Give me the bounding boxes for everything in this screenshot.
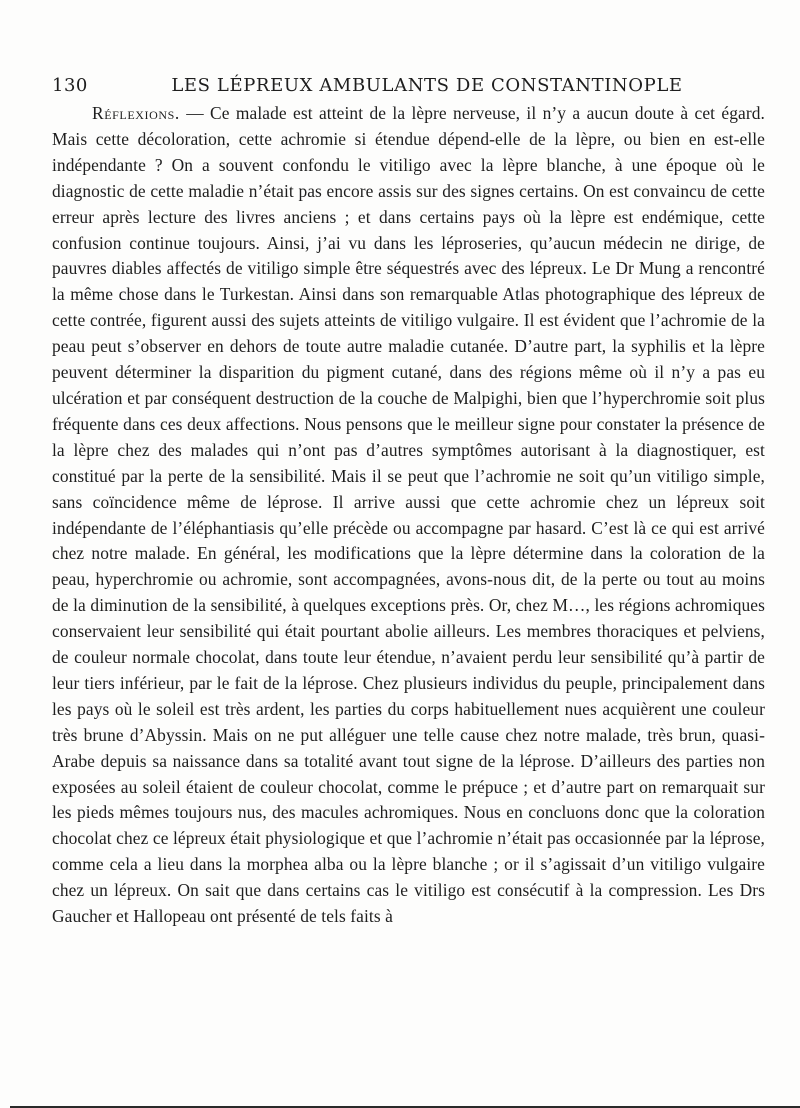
running-title: LES LÉPREUX AMBULANTS DE CONSTANTINOPLE [171,75,683,96]
running-head [52,75,762,99]
paragraph-text: — Ce malade est atteint de la lèpre nerveuse, il n’y a aucun doute à cet égard. Mais cette décoloration, cette achromie si étendue dépend-elle de la lèpre, ou bien en est-elle indépendante ? On a souvent confondu le vitiligo avec la lèpre blanche, à une époque où le diagnostic de cette maladie n’était pas encore assis sur des signes certains. On est convaincu de cette erreur après lecture des livres anciens ; et dans certains pays où la lèpre est endémique, cette confusion continue toujours. Ainsi, j’ai vu dans les léproseries, qu’aucun médecin ne dirige, de pauvres diables affectés de vitiligo simple être séquestrés avec des lépreux. Le Dr Mung a rencontré la même chose dans le Turkestan. Ainsi dans son remarquable Atlas photographique des lépreux de cette contrée, figurent aussi des sujets atteints de vitiligo vulgaire. Il est évident que l’achromie de la peau peut s’observer en dehors de toute autre maladie cutanée. D’autre part, la syphilis et la lèpre peuvent déterminer la disparition du pigment cutané, dans des régions même où il n’y a pas eu ulcération et par conséquent destruction de la couche de Malpighi, bien que l’hyperchromie soit plus fréquente dans ces deux affections. Nous pensons que le meilleur signe pour constater la présence de la lèpre chez des malades qui n’ont pas d’autres symptômes autorisant à la diagnostiquer, est constitué par la perte de la sensibilité. Mais il se peut que l’achromie ne soit qu’un vitiligo simple, sans coïncidence même de léprose. Il arrive aussi que cette achromie chez un lépreux soit indépendante de l’éléphantiasis qu’elle précède ou accompagne par hasard. C’est là ce qui est arrivé chez notre malade. En général, les modifications que la lèpre détermine dans la coloration de la peau, hyperchromie ou achromie, sont accompagnées, avons-nous dit, de la perte ou tout au moins de la diminution de la sensibilité, à quelques exceptions près. Or, chez M…, les régions achromiques conservaient leur sensibilité qui était pourtant abolie ailleurs. Les membres thoraciques et pelviens, de couleur normale chocolat, dans toute leur étendue, n’avaient perdu leur sensibilité qu’à partir de leur tiers inférieur, par le fait de la léprose. Chez plusieurs individus du peuple, principalement dans les pays où le soleil est très ardent, les parties du corps habituellement nues acquièrent une couleur très brune d’Abyssin. Mais on ne put alléguer une telle cause chez notre malade, très brun, quasi-Arabe depuis sa naissance dans sa totalité avant tout signe de la léprose. D’ailleurs des parties non exposées au soleil étaient de couleur chocolat, comme le prépuce ; et d’autre part on remarquait sur les pieds mêmes toujours nus, des macules achromiques. Nous en concluons donc que la coloration chocolat chez ce lépreux était physiologique et que l’achromie n’était pas occasionnée par la léprose, comme cela a lieu dans la morphea alba ou la lèpre blanche ; or il s’agissait d’un vitiligo vulgaire chez un lépreux. On sait que dans certains cas le vitiligo est consécutif à la compression. Les Drs Gaucher et Hallopeau ont présenté de tels faits à [52,103,765,927]
page-number: 130 [52,75,88,96]
body-paragraph [52,101,765,930]
paragraph-lead-in: Réflexions. [92,103,180,123]
